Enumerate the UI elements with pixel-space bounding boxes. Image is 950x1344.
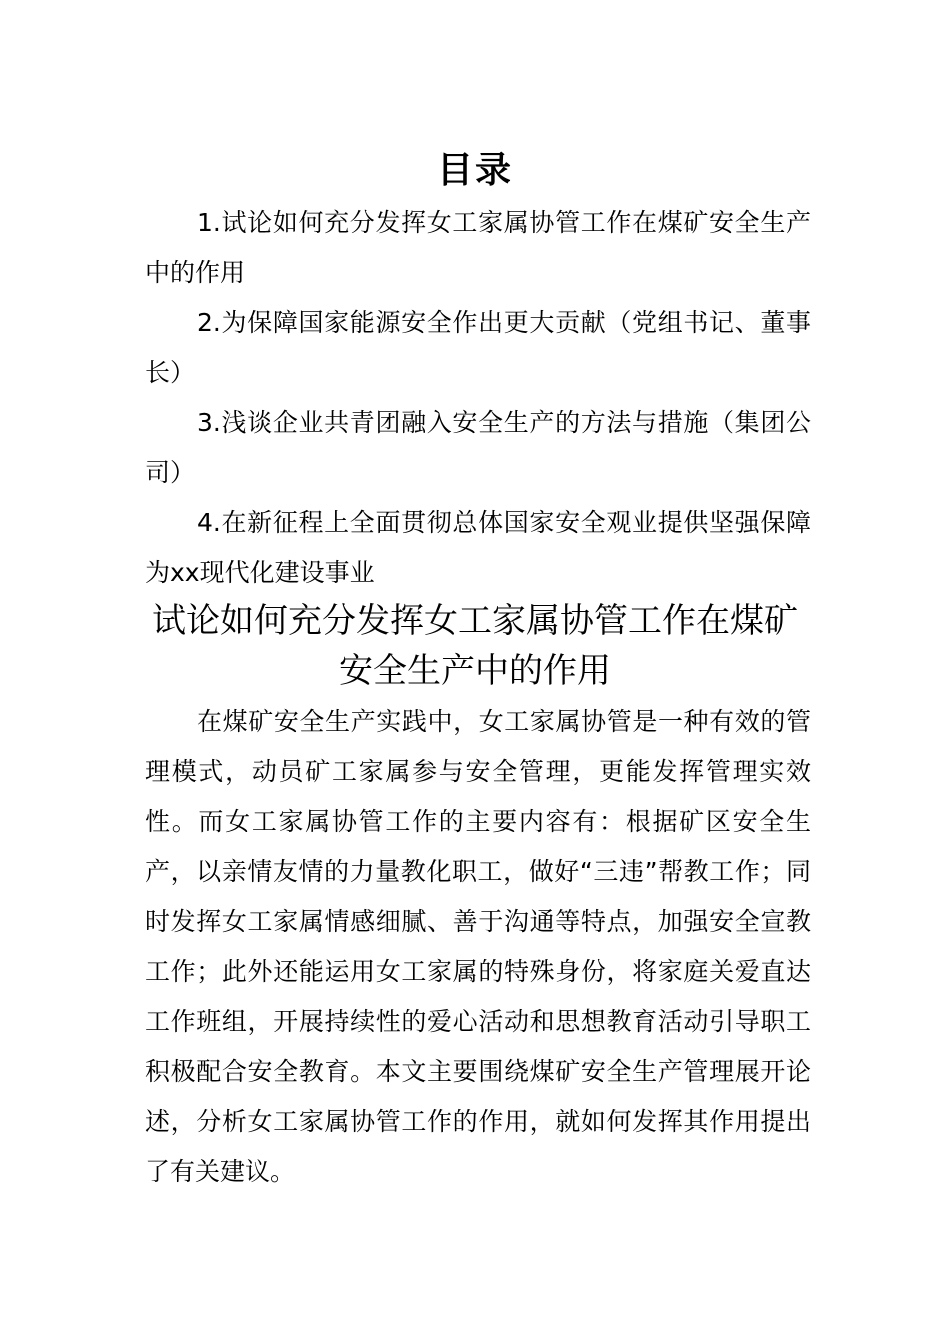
toc-item-1[interactable]: 1.试论如何充分发挥女工家属协管工作在煤矿安全生产中的作用: [145, 208, 811, 287]
toc-item-2[interactable]: 2.为保障国家能源安全作出更大贡献（党组书记、董事长）: [145, 308, 811, 387]
toc-item-4[interactable]: 4.在新征程上全面贯彻总体国家安全观业提供坚强保障为xx现代化建设事业: [145, 508, 811, 587]
toc-list: [145, 198, 811, 598]
toc-title: 目录: [436, 150, 513, 191]
article-title: 试论如何充分发挥女工家属协管工作在煤矿安全生产中的作用: [152, 601, 798, 691]
toc-item-3[interactable]: 3.浅谈企业共青团融入安全生产的方法与措施（集团公司）: [145, 408, 811, 487]
article-body-paragraph: 在煤矿安全生产实践中，女工家属协管是一种有效的管理模式，动员矿工家属参与安全管理，更能发挥管理实效性。而女工家属协管工作的主要内容有：根据矿区安全生产，以亲情友情的力量教化职工，做好“三违”帮教工作；同时发挥女工家属情感细腻、善于沟通等特点，加强安全宣教工作；此外还能运用女工家属的特殊身份，将家庭关爱直达工作班组，开展持续性的爱心活动和思想教育活动引导职工积极配合安全教育。本文主要围绕煤矿安全生产管理展开论述，分析女工家属协管工作的作用，就如何发挥其作用提出了有关建议。: [145, 707, 811, 1186]
